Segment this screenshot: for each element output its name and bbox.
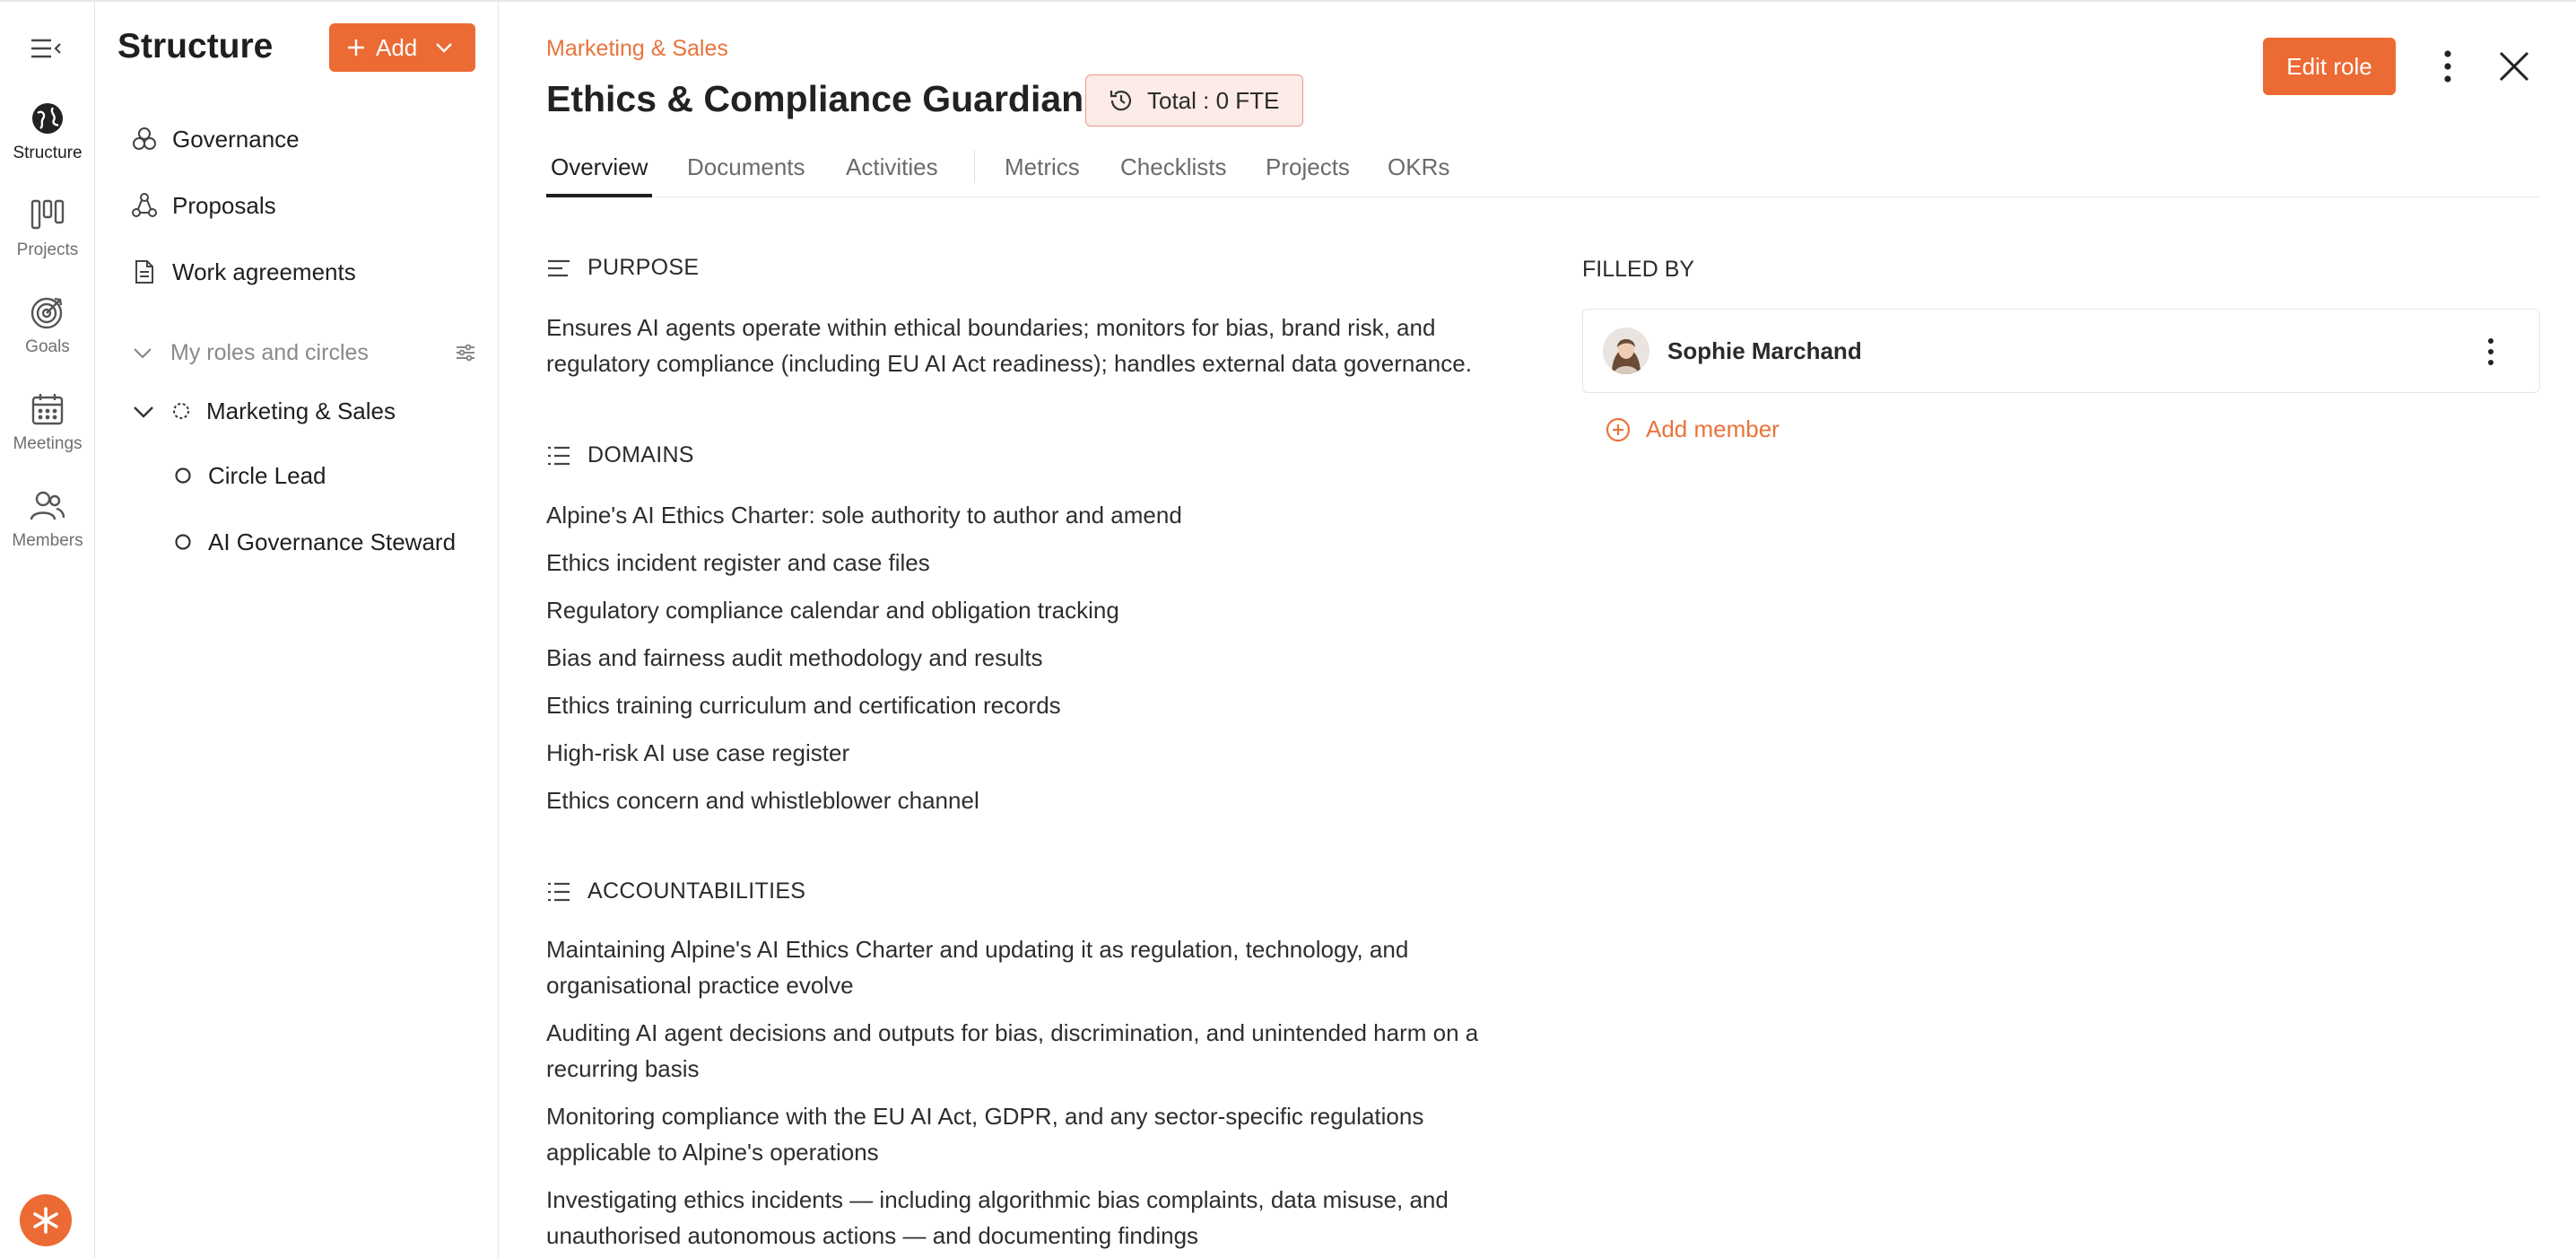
domains-list	[546, 494, 1182, 827]
calendar-icon	[30, 391, 65, 427]
nav-item-work-agreements[interactable]	[131, 249, 356, 294]
more-options-icon[interactable]	[2432, 47, 2464, 86]
accountabilities-heading	[546, 878, 805, 904]
tab-activities[interactable]: Activities	[846, 153, 938, 180]
tab-projects[interactable]: Projects	[1266, 153, 1350, 180]
tab-checklists[interactable]: Checklists	[1120, 153, 1227, 180]
rail-label: Goals	[25, 337, 70, 356]
governance-circles-icon	[131, 126, 158, 153]
domains-heading	[546, 442, 694, 468]
list-item: High-risk AI use case register	[546, 739, 850, 766]
edit-role-button[interactable]: Edit role	[2263, 38, 2396, 95]
fte-badge-label: Total : 0 FTE	[1147, 86, 1280, 114]
nav-item-label: Work agreements	[172, 258, 356, 285]
list-icon	[546, 443, 571, 468]
structure-panel	[95, 2, 499, 1258]
breadcrumb-circle-link[interactable]: Marketing & Sales	[546, 36, 728, 61]
rail-label: Projects	[16, 240, 79, 259]
rail-item-meetings[interactable]	[0, 391, 95, 454]
app-logo-icon[interactable]	[20, 1194, 72, 1246]
add-button[interactable]	[329, 23, 475, 72]
tree-item-label: Circle Lead	[208, 461, 326, 489]
align-left-icon	[546, 256, 571, 281]
chevron-down-icon[interactable]	[131, 341, 154, 364]
add-button-label: Add	[376, 33, 418, 61]
accountabilities-heading-label: ACCOUNTABILITIES	[587, 878, 806, 904]
fte-badge[interactable]	[1085, 74, 1303, 127]
list-item: Ethics concern and whistleblower channel	[546, 787, 979, 814]
history-clock-icon	[1108, 87, 1135, 114]
circle-dashed-icon	[172, 402, 190, 420]
plus-circle-icon	[1605, 416, 1632, 443]
globe-icon	[30, 100, 65, 136]
tree-item-label: Marketing & Sales	[206, 397, 396, 424]
list-item: Monitoring compliance with the EU AI Act, GDPR, and any sector-specific regulations applicable to Alpine's operations	[546, 1103, 1424, 1166]
tab-okrs[interactable]: OKRs	[1388, 153, 1450, 180]
add-member-label: Add member	[1646, 415, 1780, 442]
member-name: Sophie Marchand	[1667, 336, 1862, 364]
avatar	[1603, 328, 1649, 374]
my-roles-section-header	[131, 330, 477, 375]
rail-item-goals[interactable]	[0, 294, 95, 357]
chevron-down-icon	[433, 37, 455, 58]
section-label: My roles and circles	[170, 339, 369, 365]
member-card[interactable]	[1582, 309, 2540, 393]
purpose-heading-label: PURPOSE	[587, 255, 700, 280]
chevron-down-icon[interactable]	[131, 398, 156, 424]
nav-item-label: Proposals	[172, 191, 276, 219]
role-circle-icon	[174, 533, 192, 551]
role-tabs	[546, 147, 2540, 197]
nav-item-governance[interactable]	[131, 117, 300, 162]
target-icon	[30, 294, 65, 330]
nav-item-proposals[interactable]	[131, 183, 276, 228]
domains-heading-label: DOMAINS	[587, 442, 694, 467]
role-detail	[500, 2, 2576, 1258]
member-more-options-icon[interactable]	[2478, 335, 2503, 369]
list-item: Ethics incident register and case files	[546, 549, 930, 576]
tab-documents[interactable]: Documents	[687, 153, 805, 180]
panel-title: Structure	[117, 27, 274, 66]
list-item: Alpine's AI Ethics Charter: sole authority to author and amend	[546, 502, 1182, 529]
add-member-button[interactable]	[1605, 415, 1780, 443]
rail-label: Members	[12, 531, 83, 550]
list-item: Ethics training curriculum and certification records	[546, 692, 1061, 719]
tab-metrics[interactable]: Metrics	[1005, 153, 1080, 180]
purpose-heading	[546, 255, 699, 281]
accountabilities-list	[546, 931, 1515, 1258]
close-icon[interactable]	[2496, 48, 2532, 84]
rail-item-structure[interactable]	[0, 100, 95, 163]
tab-overview[interactable]: Overview	[546, 147, 652, 197]
filter-sliders-icon[interactable]	[454, 341, 477, 364]
tree-item-role[interactable]	[174, 453, 326, 498]
tree-item-label: AI Governance Steward	[208, 528, 457, 555]
kanban-icon	[30, 197, 65, 233]
rail-item-members[interactable]	[0, 488, 95, 551]
list-item: Maintaining Alpine's AI Ethics Charter and updating it as regulation, technology, and organisational practice evolve	[546, 936, 1409, 999]
role-title: Ethics & Compliance Guardian	[546, 78, 1084, 119]
role-circle-icon	[174, 467, 192, 485]
list-item: Bias and fairness audit methodology and results	[546, 644, 1043, 671]
people-icon	[30, 488, 65, 524]
list-item: Regulatory compliance calendar and obligation tracking	[546, 597, 1119, 624]
document-icon	[131, 258, 158, 285]
proposals-icon	[131, 192, 158, 219]
rail-label: Structure	[13, 144, 83, 162]
tree-item-circle[interactable]	[131, 389, 396, 433]
collapse-menu-icon[interactable]	[30, 36, 62, 61]
list-icon	[546, 879, 571, 904]
tab-divider	[974, 151, 975, 183]
list-item: Investigating ethics incidents — including algorithmic bias complaints, data misuse, and unauthorised autonomous actions — and documenting findings	[546, 1186, 1449, 1249]
nav-item-label: Governance	[172, 125, 300, 153]
rail-item-projects[interactable]	[0, 197, 95, 260]
purpose-text: Ensures AI agents operate within ethical boundaries; monitors for bias, brand risk, and regulatory compliance (including EU AI Act readiness); handles external data governance.	[546, 314, 1472, 377]
rail-label: Meetings	[13, 434, 83, 453]
list-item: Auditing AI agent decisions and outputs for bias, discrimination, and unintended harm on a recurring basis	[546, 1019, 1479, 1082]
filled-by-heading: FILLED BY	[1582, 257, 1695, 282]
app-rail	[0, 2, 95, 1258]
tree-item-role[interactable]	[174, 520, 456, 564]
plus-icon	[345, 37, 367, 58]
